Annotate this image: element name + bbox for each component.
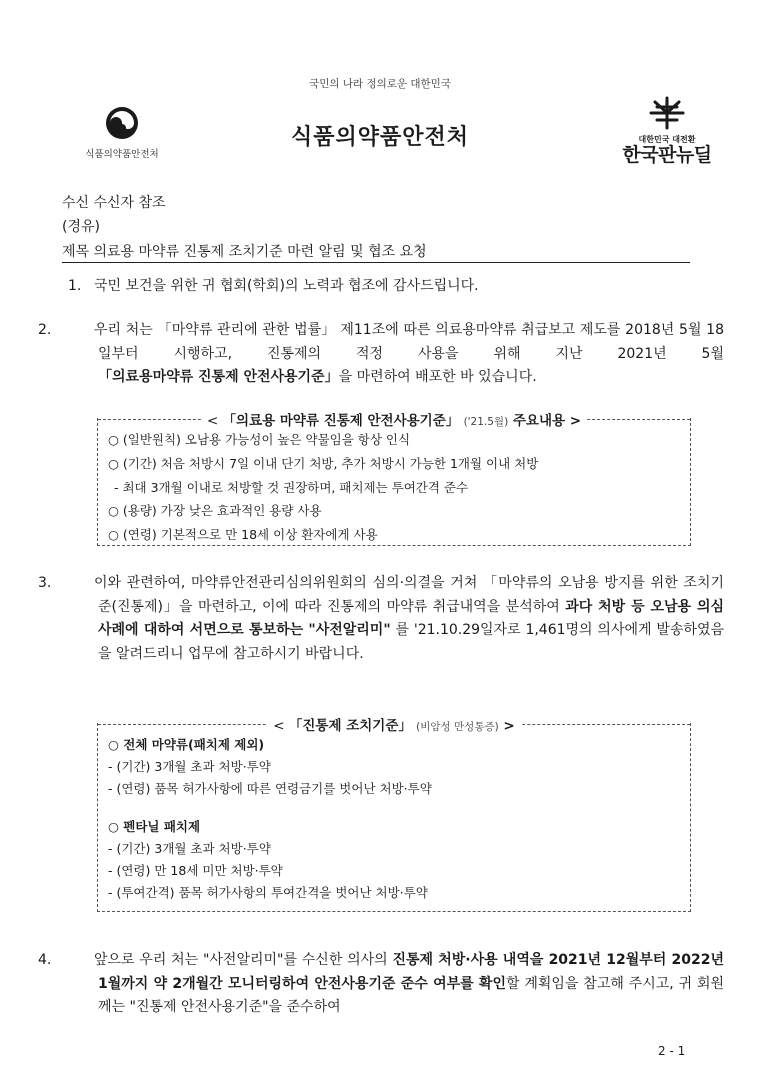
header-divider xyxy=(62,262,690,263)
paragraph-emphasis: 진통제 처방·사용 내역을 2021년 12월부터 2022년 1월까지 약 2개월간 모니터링하여 안전사용기준 준수 여부를 확인 xyxy=(98,952,724,992)
new-deal-logo xyxy=(612,96,722,165)
box-line: - (투여간격) 품목 허가사항의 투여간격을 벗어난 처방·투약 xyxy=(108,885,428,900)
box-line: ○ (용량) 가장 낮은 효과적인 용량 사용 xyxy=(108,503,322,519)
box-line: ○ (일반원칙) 오남용 가능성이 높은 약물임을 항상 인식 xyxy=(108,432,411,447)
new-deal-big-text: 한국판뉴딜 xyxy=(622,144,712,166)
box-line: - (연령) 만 18세 미만 처방·투약 xyxy=(108,863,283,878)
paragraph-number: 3. xyxy=(38,575,52,591)
paragraph-3 xyxy=(38,572,724,666)
new-deal-small-text: 대한민국 대전환 xyxy=(638,135,696,144)
paragraph-4 xyxy=(38,949,724,1020)
box-title xyxy=(98,409,690,429)
box-title-bold: 「의료용 마약류 진통제 안전사용기준」 xyxy=(222,413,460,429)
paragraph-number: 4. xyxy=(38,952,52,968)
slogan: 국민의 나라 정의로운 대한민국 xyxy=(309,78,451,90)
box-title-bold: 「진통제 조치기준」 xyxy=(288,718,412,734)
paragraph-2 xyxy=(38,319,724,390)
paragraph-text: 앞으로 우리 처는 "사전알리미"를 수신한 의사의 xyxy=(94,952,393,968)
painkiller-measure-box xyxy=(97,718,691,912)
recipient-line: 수신 수신자 참조 xyxy=(62,195,166,211)
paragraph-text: 국민 보건을 위한 귀 협회(학회)의 노력과 협조에 감사드립니다. xyxy=(94,278,479,294)
paragraph-emphasis: 「의료용마약류 진통제 안전사용기준」 xyxy=(98,369,339,385)
box-title-prefix: < xyxy=(206,413,223,429)
box-line: - (기간) 3개월 초과 처방·투약 xyxy=(108,759,271,774)
agency-logo-text: 식품의약품안전처 xyxy=(85,149,159,160)
paragraph-text: 을 마련하여 배포한 바 있습니다. xyxy=(338,369,537,385)
box-line: ○ (기간) 처음 처방시 7일 이내 단기 처방, 추가 처방시 가능한 1개월 이내 처방 xyxy=(108,455,539,471)
box-title xyxy=(98,714,690,734)
agency-title: 식품의약품안전처 xyxy=(290,125,470,150)
paragraph-1 xyxy=(68,275,694,299)
subject-line: 제목 의료용 마약류 진통제 조치기준 마련 알림 및 협조 요청 xyxy=(62,244,427,260)
box-title-note: (비암성 만성통증) xyxy=(416,721,499,733)
box-line: - (연령) 품목 허가사항에 따른 연령금기를 벗어난 처방·투약 xyxy=(108,781,432,796)
paragraph-text: 할 계획임을 참고해 주시고, 귀 회원께는 "진통제 안전사용기준"을 준수하여 xyxy=(98,975,724,1015)
box-title-prefix: < xyxy=(273,718,289,734)
box-line: - (기간) 3개월 초과 처방·투약 xyxy=(108,841,271,856)
page-number: 2 - 1 xyxy=(658,1044,686,1058)
paragraph-number: 2. xyxy=(38,322,52,338)
paragraph-number: 1. xyxy=(68,278,82,294)
box-line: ○ (연령) 기본적으로 만 18세 이상 환자에게 사용 xyxy=(108,527,378,543)
box-title-suffix: > xyxy=(498,718,515,734)
box-title-suffix: 주요내용 > xyxy=(508,413,582,429)
paragraph-text: 를 '21.10.29일자로 1,461명의 의사에게 발송하였음을 알려드리니 업무에 참고하시기 바랍니다. xyxy=(98,622,724,662)
box-line: - 최대 3개월 이내로 처방할 것 권장하며, 패치제는 투여간격 준수 xyxy=(114,479,469,495)
safety-standard-summary-box xyxy=(97,413,691,546)
via-line: (경유) xyxy=(62,219,100,235)
box-group-title: ○ 전체 마약류(패치제 제외) xyxy=(108,737,265,752)
paragraph-text: 이와 관련하여, 마약류안전관리심의위원회의 심의·의결을 거쳐 「마약류의 오남용 방지를 위한 조치기준(진통제)」을 마련하고, 이에 따라 진통제의 마약류 취급내역을 분석하여 xyxy=(94,575,724,615)
new-deal-emblem-icon xyxy=(645,96,689,130)
paragraph-text: 우리 처는 「마약류 관리에 관한 법률」 제11조에 따른 의료용마약류 취급보고 제도를 2018년 5월 18일부터 시행하고, 진통제의 적정 사용을 위해 지난 2021년 5월 xyxy=(94,322,724,362)
box-title-date: ('21.5월) xyxy=(463,416,509,428)
box-group-title: ○ 펜타닐 패치제 xyxy=(108,819,201,834)
paragraph-emphasis: 과다 처방 등 오남용 의심 사례에 대하여 서면으로 통보하는 "사전알리미" xyxy=(98,598,724,638)
